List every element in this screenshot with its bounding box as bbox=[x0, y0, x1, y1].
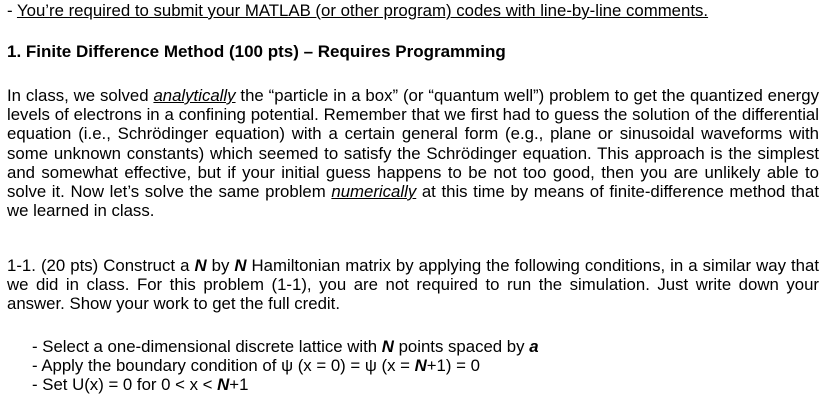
condition-item bbox=[32, 337, 539, 356]
intro-paragraph bbox=[7, 86, 819, 220]
note-text: You’re required to submit your MATLAB (or other program) codes with line-by-line comments. bbox=[16, 1, 709, 20]
intro-text-a: In class, we solved bbox=[7, 86, 154, 105]
emph-analytically: analytically bbox=[153, 86, 236, 105]
condition-text: - Apply the boundary condition of ψ (x = 0) = ψ (x = bbox=[32, 356, 415, 376]
condition-item bbox=[32, 375, 539, 394]
condition-var: N bbox=[414, 356, 427, 376]
problem-1-1-paragraph bbox=[7, 256, 819, 314]
condition-text: - Select a one-dimensional discrete lattice with bbox=[32, 337, 382, 356]
condition-var: N bbox=[381, 337, 394, 356]
condition-text: +1 bbox=[229, 375, 249, 395]
submission-note bbox=[7, 1, 708, 21]
problem-text-by: by bbox=[206, 256, 235, 275]
problem-text-b: Hamiltonian matrix by applying the following conditions, in a similar way that we did in class. For this problem (1-1), you are not required to run the simulation. Just write down your answer. Show your work to get the full credit. bbox=[7, 256, 819, 314]
conditions-list bbox=[32, 337, 539, 395]
condition-text: points spaced by bbox=[393, 337, 530, 356]
matrix-dim-n2: N bbox=[234, 256, 247, 275]
problem-text-a: 1-1. (20 pts) Construct a bbox=[7, 256, 195, 275]
condition-var: N bbox=[217, 375, 230, 395]
condition-text: - Set U(x) = 0 for 0 < x < bbox=[32, 375, 218, 395]
matrix-dim-n1: N bbox=[194, 256, 207, 275]
intro-text-c: at this time by means of finite-difference method that we learned in class. bbox=[7, 182, 819, 221]
condition-item bbox=[32, 356, 539, 375]
note-prefix: - bbox=[7, 1, 17, 20]
intro-text-b: the “particle in a box” (or “quantum well”) problem to get the quantized energy levels of electrons in a confining potential. Remember that we first had to guess the solution of the differential equation (i.e., Schrödinger equation) with a certain general form (e.g., plane or sinusoidal waveforms with some unknown constants) which seemed to satisfy the Schrödinger equation. This approach is the simplest and somewhat effective, but if your initial guess happens to be not too good, then you are unlikely able to solve it. Now let’s solve the same problem bbox=[7, 86, 819, 202]
condition-text: +1) = 0 bbox=[426, 356, 480, 376]
emph-numerically: numerically bbox=[331, 182, 417, 202]
condition-var: a bbox=[529, 337, 539, 356]
section-title: 1. Finite Difference Method (100 pts) – Requires Programming bbox=[7, 42, 506, 61]
